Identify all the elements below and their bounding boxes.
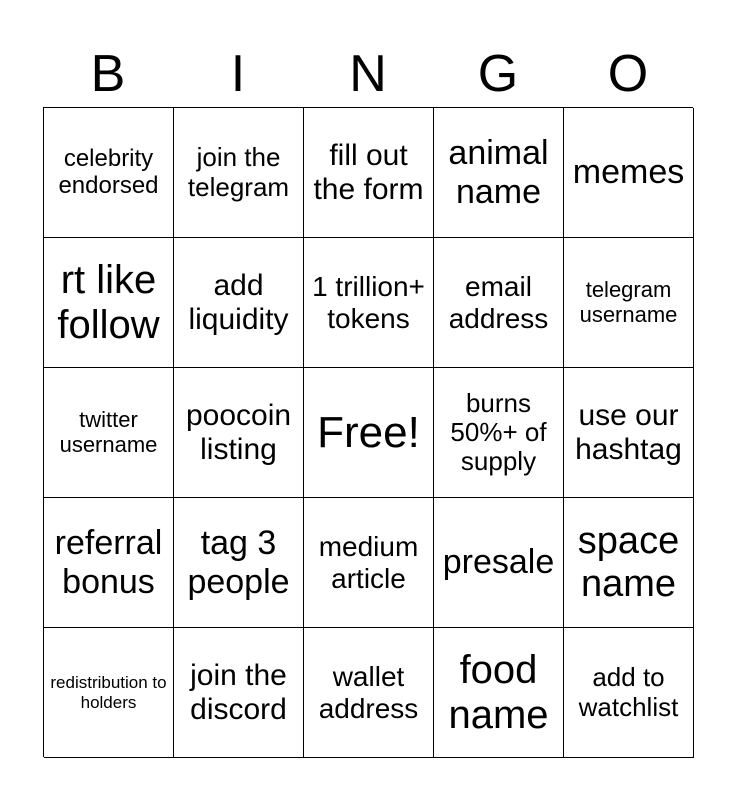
- cell-label: add to watchlist: [578, 662, 679, 722]
- cell-label: redistribution to holders: [50, 673, 167, 712]
- bingo-board: [43, 107, 693, 757]
- cell-label: join the telegram: [187, 142, 290, 202]
- bingo-cell[interactable]: [434, 368, 564, 498]
- cell-label: use our hashtag: [575, 398, 682, 466]
- cell-label: email address: [448, 271, 549, 334]
- cell-label: food name: [448, 647, 549, 737]
- bingo-cell[interactable]: [44, 108, 174, 238]
- cell-label: celebrity endorsed: [58, 144, 159, 199]
- bingo-cell[interactable]: [564, 498, 694, 628]
- bingo-cell[interactable]: [304, 628, 434, 758]
- cell-label: add liquidity: [188, 268, 289, 336]
- cell-label: medium article: [318, 531, 419, 594]
- bingo-cell[interactable]: [434, 238, 564, 368]
- bingo-cell[interactable]: [44, 628, 174, 758]
- cell-label: animal name: [448, 134, 549, 211]
- header-letter-g: G: [477, 45, 519, 103]
- bingo-header: [43, 42, 693, 106]
- cell-label: memes: [572, 153, 685, 192]
- cell-label: space name: [577, 519, 680, 605]
- bingo-cell[interactable]: [44, 498, 174, 628]
- header-letter-n: N: [349, 45, 387, 103]
- bingo-cell[interactable]: [44, 238, 174, 368]
- cell-label: 1 trillion+ tokens: [312, 271, 425, 334]
- cell-label: fill out the form: [313, 138, 424, 206]
- bingo-cell[interactable]: [44, 368, 174, 498]
- bingo-cell[interactable]: [564, 628, 694, 758]
- cell-label: presale: [442, 543, 555, 582]
- bingo-cell[interactable]: [564, 368, 694, 498]
- cell-label: wallet address: [318, 661, 419, 724]
- cell-label: referral bonus: [54, 524, 163, 601]
- bingo-cell[interactable]: [174, 368, 304, 498]
- cell-label: join the discord: [190, 658, 287, 726]
- header-letter-i: I: [230, 45, 246, 103]
- cell-label: rt like follow: [57, 257, 160, 347]
- free-space-label: Free!: [317, 407, 420, 457]
- free-space-cell[interactable]: [304, 368, 434, 498]
- cell-label: twitter username: [59, 406, 158, 457]
- bingo-cell[interactable]: [564, 238, 694, 368]
- bingo-cell[interactable]: [174, 498, 304, 628]
- bingo-cell[interactable]: [174, 108, 304, 238]
- header-letter-o: O: [607, 45, 649, 103]
- cell-label: burns 50%+ of supply: [450, 387, 547, 477]
- bingo-cell[interactable]: [304, 238, 434, 368]
- bingo-cell[interactable]: [434, 628, 564, 758]
- cell-label: tag 3 people: [187, 524, 290, 601]
- bingo-cell[interactable]: [434, 108, 564, 238]
- bingo-cell[interactable]: [174, 238, 304, 368]
- bingo-cell[interactable]: [304, 498, 434, 628]
- bingo-cell[interactable]: [564, 108, 694, 238]
- bingo-cell[interactable]: [304, 108, 434, 238]
- bingo-cell[interactable]: [174, 628, 304, 758]
- bingo-cell[interactable]: [434, 498, 564, 628]
- header-letter-b: B: [90, 45, 126, 103]
- cell-label: poocoin listing: [185, 398, 292, 466]
- cell-label: telegram username: [579, 276, 678, 327]
